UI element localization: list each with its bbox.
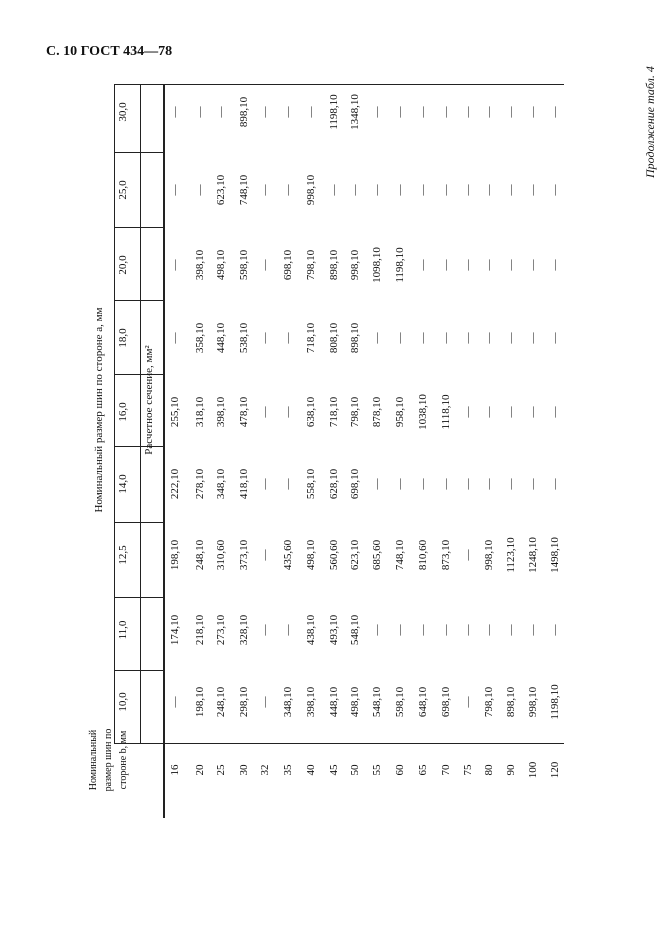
table-cell: — [549, 184, 561, 196]
table-cell: 278,10 [194, 468, 206, 500]
table-cell: — [440, 478, 452, 490]
column-header: 11,0 [117, 620, 129, 640]
column-header: 25,0 [117, 180, 129, 200]
table-cell: — [483, 259, 495, 271]
table-cell: 898,10 [328, 249, 340, 281]
row-label: 100 [527, 761, 539, 779]
table-cell: — [505, 106, 517, 118]
table-cell: 398,10 [194, 249, 206, 281]
table-cell: 198,10 [169, 539, 181, 571]
table-cell: 748,10 [238, 174, 250, 206]
column-header: 30,0 [117, 102, 129, 122]
table-cell: 560,60 [328, 539, 340, 571]
table-cell: 798,10 [349, 396, 361, 428]
table-cell: — [462, 406, 474, 418]
table-cell: — [282, 184, 294, 196]
table-cell: — [440, 332, 452, 344]
table-cell: 348,10 [282, 686, 294, 718]
table-cell: 398,10 [215, 396, 227, 428]
table-cell: 373,10 [238, 539, 250, 571]
row-label: 45 [328, 764, 340, 776]
row-label: 60 [394, 764, 406, 776]
page-header: С. 10 ГОСТ 434—78 [46, 44, 173, 59]
row-label: 50 [349, 764, 361, 776]
table-cell: 598,10 [238, 249, 250, 281]
table-cell: 1198,10 [394, 247, 406, 283]
table-cell: — [259, 332, 271, 344]
table-cell: — [371, 106, 383, 118]
table-cell: 548,10 [349, 614, 361, 646]
table-cell: — [349, 184, 361, 196]
table-cell: — [417, 106, 429, 118]
table-cell: 698,10 [440, 686, 452, 718]
table-cell: — [282, 624, 294, 636]
table-cell: 498,10 [349, 686, 361, 718]
table-cell: 623,10 [349, 539, 361, 571]
table-cell: — [394, 478, 406, 490]
table-cell: — [259, 624, 271, 636]
table-cell: 418,10 [238, 468, 250, 500]
table-cell: — [483, 478, 495, 490]
table-cell: — [371, 624, 383, 636]
table-cell: — [462, 549, 474, 561]
table-cell: — [371, 184, 383, 196]
table-cell: — [394, 184, 406, 196]
column-separator-7 [114, 152, 164, 153]
table-cell: 623,10 [215, 174, 227, 206]
table-cell: 638,10 [305, 396, 317, 428]
row-label: 55 [371, 764, 383, 776]
table-cell: 685,60 [371, 539, 383, 571]
table-cell: 748,10 [394, 539, 406, 571]
table-cell: 198,10 [194, 686, 206, 718]
row-label: 65 [417, 764, 429, 776]
table-cell: — [505, 406, 517, 418]
table-cell: 248,10 [215, 686, 227, 718]
table-cell: — [505, 624, 517, 636]
table-cell: 998,10 [349, 249, 361, 281]
table-cell: — [549, 406, 561, 418]
table-cell: 448,10 [215, 322, 227, 354]
column-separator-2 [114, 522, 164, 523]
table-cell: — [371, 332, 383, 344]
table-cell: — [483, 624, 495, 636]
table-cell: 174,10 [169, 614, 181, 646]
table-cell: — [462, 696, 474, 708]
table-cell: — [282, 406, 294, 418]
table-cell: — [462, 624, 474, 636]
table-cell: — [259, 549, 271, 561]
table-cell: — [527, 478, 539, 490]
table-cell: 498,10 [305, 539, 317, 571]
table-cell: — [259, 184, 271, 196]
table-cell: — [259, 478, 271, 490]
table-cell: — [417, 184, 429, 196]
table-cell: 1098,10 [371, 247, 383, 283]
table-cell: 222,10 [169, 468, 181, 500]
table-cell: — [169, 184, 181, 196]
table-cell: — [527, 184, 539, 196]
table-cell: 310,60 [215, 539, 227, 571]
group-header-divider [114, 84, 115, 743]
column-header: 10,0 [117, 692, 129, 712]
table-cell: 1198,10 [328, 94, 340, 130]
table-cell: 878,10 [371, 396, 383, 428]
table-cell: — [527, 406, 539, 418]
table-cell: — [328, 184, 340, 196]
table-cell: 718,10 [328, 396, 340, 428]
row-label: 120 [549, 761, 561, 779]
column-separator-1 [114, 597, 164, 598]
table-cell: — [371, 478, 383, 490]
table-cell: — [549, 259, 561, 271]
table-cell: — [527, 259, 539, 271]
table-cell: 318,10 [194, 396, 206, 428]
table-cell: — [169, 106, 181, 118]
table-cell: 598,10 [394, 686, 406, 718]
table-cell: — [440, 106, 452, 118]
table-cell: 538,10 [238, 322, 250, 354]
table-cell: — [527, 106, 539, 118]
row-label: 20 [194, 764, 206, 776]
table-cell: — [169, 696, 181, 708]
stub-header-line: стороне b, мм [118, 730, 129, 790]
column-header: 16,0 [117, 402, 129, 422]
table-cell: — [417, 332, 429, 344]
table-cell: — [527, 332, 539, 344]
row-label: 80 [483, 764, 495, 776]
table-cell: 698,10 [282, 249, 294, 281]
continuation-label: Продолжение табл. 4 [643, 66, 657, 178]
stub-header-line: размер шин по [103, 728, 114, 792]
table-cell: 998,10 [305, 174, 317, 206]
table-cell: — [483, 106, 495, 118]
column-separator-6 [114, 227, 164, 228]
row-label: 75 [462, 764, 474, 776]
table-cell: 698,10 [349, 468, 361, 500]
stub-header-line: Номинальный [88, 729, 99, 791]
column-separator-4 [114, 374, 164, 375]
table-cell: 273,10 [215, 614, 227, 646]
table-cell: 478,10 [238, 396, 250, 428]
table-cell: 998,10 [527, 686, 539, 718]
table-cell: 548,10 [371, 686, 383, 718]
table-cell: — [259, 106, 271, 118]
table-cell: 1348,10 [349, 94, 361, 130]
table-cell: 898,10 [505, 686, 517, 718]
column-header: 18,0 [117, 328, 129, 348]
row-label: 35 [282, 764, 294, 776]
column-header: 14,0 [117, 474, 129, 494]
table-cell: 798,10 [483, 686, 495, 718]
table-cell: 558,10 [305, 468, 317, 500]
table-cell: 1198,10 [549, 684, 561, 720]
table-cell: — [417, 478, 429, 490]
column-separator-0 [114, 670, 164, 671]
table-cell: — [462, 478, 474, 490]
table-cell: 298,10 [238, 686, 250, 718]
table-cell: — [483, 184, 495, 196]
stub-bottom-rule [163, 743, 165, 818]
table-cell: — [505, 478, 517, 490]
row-label: 32 [259, 764, 271, 776]
table-cell: — [194, 106, 206, 118]
table-cell: 898,10 [238, 96, 250, 128]
table-cell: — [259, 406, 271, 418]
row-label: 70 [440, 764, 452, 776]
table-cell: — [505, 332, 517, 344]
table-cell: 438,10 [305, 614, 317, 646]
table-cell: 218,10 [194, 614, 206, 646]
column-header: 12,5 [117, 545, 129, 565]
table-cell: — [417, 624, 429, 636]
table-cell: 448,10 [328, 686, 340, 718]
table-cell: 435,60 [282, 539, 294, 571]
table-bottom-border [114, 743, 564, 744]
table-cell: 808,10 [328, 322, 340, 354]
table-cell: — [462, 332, 474, 344]
table-cell: 998,10 [483, 539, 495, 571]
column-separator-3 [114, 446, 164, 447]
table-cell: 398,10 [305, 686, 317, 718]
table-cell: 348,10 [215, 468, 227, 500]
table-cell: — [462, 106, 474, 118]
table-cell: — [505, 184, 517, 196]
table-cell: — [394, 332, 406, 344]
table-cell: 648,10 [417, 686, 429, 718]
table-cell: 628,10 [328, 468, 340, 500]
table-cell: 1038,10 [417, 394, 429, 430]
table-cell: — [169, 259, 181, 271]
table-cell: 498,10 [215, 249, 227, 281]
column-separator-5 [114, 300, 164, 301]
table-cell: — [394, 106, 406, 118]
table-cell: 1498,10 [549, 537, 561, 573]
table-cell: 358,10 [194, 322, 206, 354]
row-label: 16 [169, 764, 181, 776]
table-cell: 958,10 [394, 396, 406, 428]
table-cell: 255,10 [169, 396, 181, 428]
column-header: 20,0 [117, 255, 129, 275]
table-cell: — [527, 624, 539, 636]
row-label: 25 [215, 764, 227, 776]
table-cell: — [259, 696, 271, 708]
table-cell: 248,10 [194, 539, 206, 571]
table-cell: — [549, 106, 561, 118]
table-cell: 718,10 [305, 322, 317, 354]
table-cell: — [462, 259, 474, 271]
table-cell: 898,10 [349, 322, 361, 354]
table-cell: — [394, 624, 406, 636]
table-top-border [114, 84, 564, 85]
table-cell: — [462, 184, 474, 196]
table-cell: — [549, 478, 561, 490]
table-cell: — [215, 106, 227, 118]
table-cell: — [169, 332, 181, 344]
table-cell: 810,60 [417, 539, 429, 571]
table-cell: — [440, 184, 452, 196]
table-cell: — [440, 259, 452, 271]
table-cell: — [505, 259, 517, 271]
row-label: 90 [505, 764, 517, 776]
table-cell: — [440, 624, 452, 636]
table-cell: — [549, 332, 561, 344]
table-cell: 1123,10 [505, 537, 517, 573]
table-cell: — [483, 406, 495, 418]
table-cell: 493,10 [328, 614, 340, 646]
sub-header: Расчетное сечение, мм² [143, 345, 155, 455]
table-cell: — [483, 332, 495, 344]
row-label: 40 [305, 764, 317, 776]
table-cell: 873,10 [440, 539, 452, 571]
table-cell: — [282, 106, 294, 118]
table-cell: — [194, 184, 206, 196]
group-header: Номинальный размер шин по стороне a, мм [93, 307, 105, 513]
table-cell: — [417, 259, 429, 271]
table-cell: 1248,10 [527, 537, 539, 573]
table-cell: — [549, 624, 561, 636]
table-cell: 798,10 [305, 249, 317, 281]
table-left-border [163, 84, 165, 818]
table-cell: — [259, 259, 271, 271]
row-label: 30 [238, 764, 250, 776]
table-cell: — [305, 106, 317, 118]
table-cell: — [282, 478, 294, 490]
table-cell: 328,10 [238, 614, 250, 646]
table-cell: — [282, 332, 294, 344]
table-cell: 1118,10 [440, 394, 452, 430]
subheader-divider [140, 84, 141, 743]
